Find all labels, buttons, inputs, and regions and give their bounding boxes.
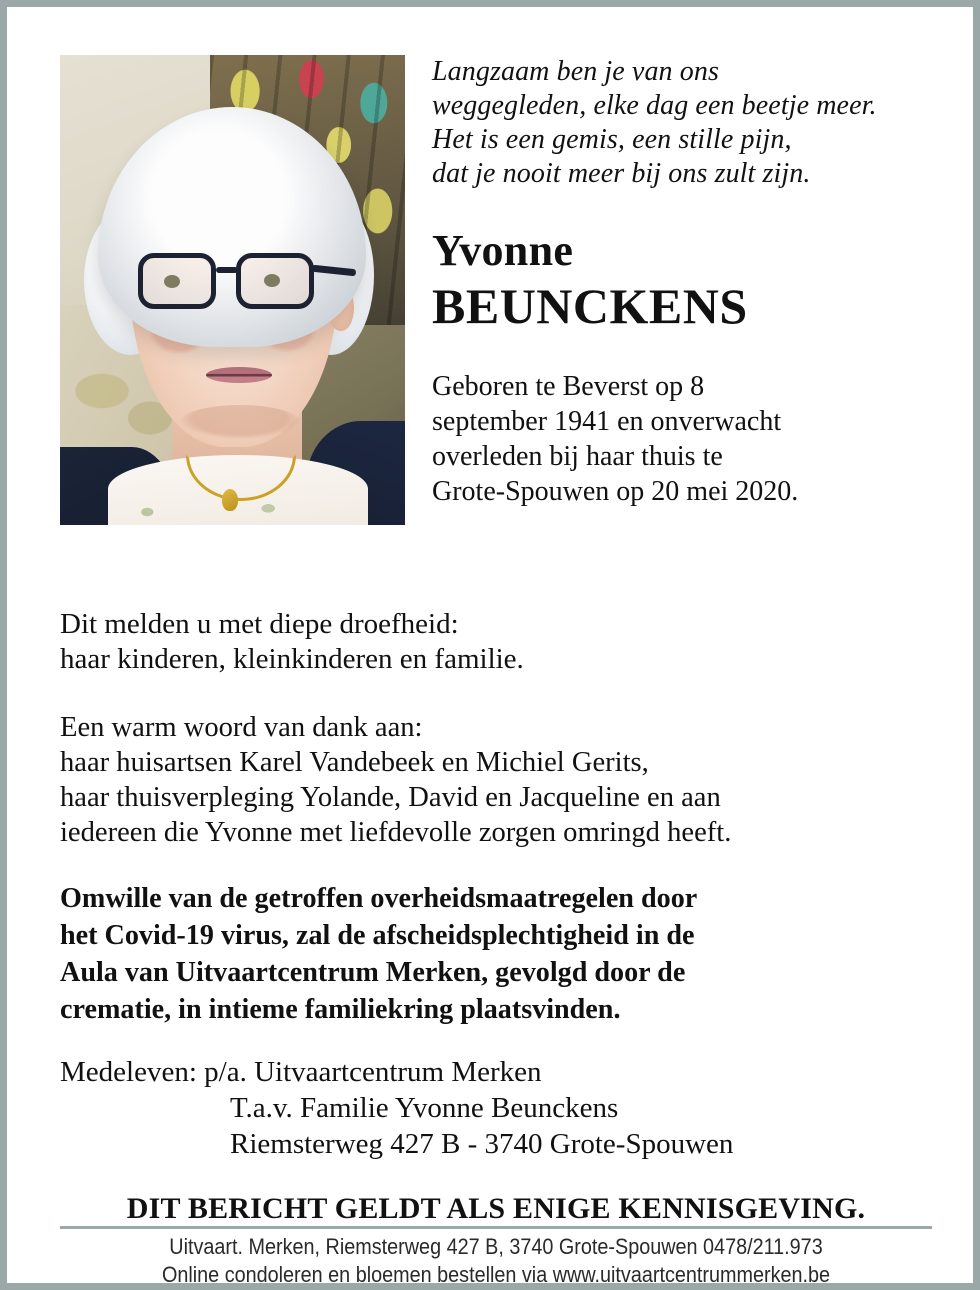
condolence-address-line-2: T.a.v. Familie Yvonne Beunckens: [230, 1092, 619, 1124]
announcement-line: haar kinderen, kleinkinderen en familie.: [60, 643, 524, 675]
portrait-photo: [60, 55, 405, 525]
condolence-address-block: [60, 1054, 932, 1162]
footer-line-online: Online condoleren en bloemen bestellen via www.uitvaartcentrummerken.be: [161, 1262, 831, 1287]
deceased-last-name: BEUNCKENS: [432, 278, 748, 334]
funeral-home-footer: [104, 1233, 889, 1289]
poem-line: Het is een gemis, een stille pijn,: [432, 124, 792, 155]
covid-notice-line: crematie, in intieme familiekring plaatsvinden.: [60, 993, 621, 1025]
thanks-line: haar huisartsen Karel Vandebeek en Michiel Gerits,: [60, 746, 649, 778]
footer-line-address: Uitvaart. Merken, Riemsterweg 427 B, 3740 Grote-Spouwen 0478/211.973: [169, 1234, 823, 1259]
photo-mouth: [206, 367, 272, 383]
covid-notice-block: [60, 880, 906, 1028]
card-body-area: [60, 607, 932, 1226]
covid-notice-line: Aula van Uitvaartcentrum Merken, gevolgd door de: [60, 956, 686, 988]
condolence-address-line-3: Riemsterweg 427 B - 3740 Grote-Spouwen: [230, 1128, 734, 1160]
life-dates: [432, 369, 910, 509]
memorial-poem: [432, 55, 910, 191]
announcement-block: [60, 607, 932, 677]
life-dates-line: september 1941 en onverwacht: [432, 406, 782, 437]
poem-line: dat je nooit meer bij ons zult zijn.: [432, 158, 811, 189]
announcement-line: Dit melden u met diepe droefheid:: [60, 608, 459, 640]
thanks-line: Een warm woord van dank aan:: [60, 711, 423, 743]
photo-glasses-lens-left: [138, 253, 216, 309]
condolence-address-line-1: Medeleven: p/a. Uitvaartcentrum Merken: [60, 1056, 542, 1088]
poem-line: Langzaam ben je van ons: [432, 56, 719, 87]
life-dates-line: overleden bij haar thuis te: [432, 441, 723, 472]
photo-pendant: [222, 489, 238, 511]
deceased-name: [432, 225, 910, 335]
life-dates-line: Grote-Spouwen op 20 mei 2020.: [432, 476, 799, 507]
deceased-first-name: Yvonne: [432, 226, 574, 275]
covid-notice-line: Omwille van de getroffen overheidsmaatregelen door: [60, 882, 698, 914]
covid-notice-line: het Covid-19 virus, zal de afscheidsplechtigheid in de: [60, 919, 695, 951]
card-header-area: [7, 7, 973, 567]
header-text-column: [432, 55, 910, 509]
photo-chin-shadow: [180, 405, 300, 439]
life-dates-line: Geboren te Beverst op 8: [432, 371, 705, 402]
thanks-line: haar thuisverpleging Yolande, David en Jacqueline en aan: [60, 781, 721, 813]
photo-glasses-bridge: [216, 267, 238, 273]
sole-notice-statement: DIT BERICHT GELDT ALS ENIGE KENNISGEVING.: [126, 1192, 866, 1225]
footer-rule-top: [60, 1226, 932, 1229]
poem-line: weggegleden, elke dag een beetje meer.: [432, 90, 877, 121]
thanks-block: [60, 710, 919, 850]
thanks-line: iedereen die Yvonne met liefdevolle zorgen omringd heeft.: [60, 816, 732, 848]
photo-glasses-lens-right: [236, 253, 314, 309]
